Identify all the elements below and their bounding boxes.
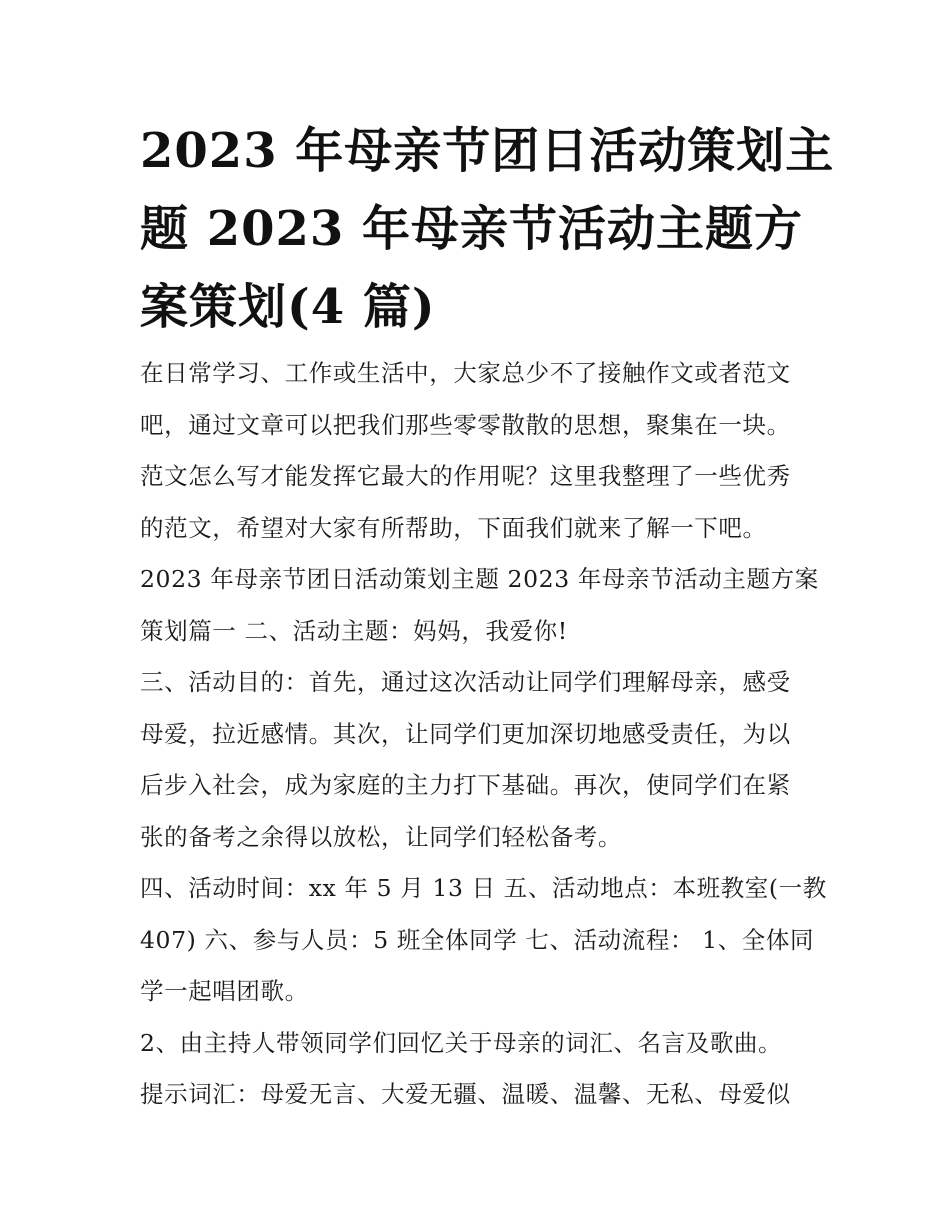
body-line: 后步入社会，成为家庭的主力打下基础。再次，使同学们在紧 [140,771,791,799]
body-line: 母爱，拉近感情。其次，让同学们更加深切地感受责任，为以 [140,719,791,748]
body-line: 三、活动目的：首先，通过这次活动让同学们理解母亲，感受 [140,668,791,696]
document-title [140,112,835,346]
body-line: 范文怎么写才能发挥它最大的作用呢？这里我整理了一些优秀 [140,462,791,490]
body-line: 2023 年母亲节团日活动策划主题 2023 年母亲节活动主题方案 [140,565,819,593]
body-line: 策划篇一 二、活动主题：妈妈，我爱你! [140,616,568,645]
body-line: 407) 六、参与人员：5 班全体同学 七、活动流程： 1、全体同 [140,925,815,954]
body-line: 吧，通过文章可以把我们那些零零散散的思想，聚集在一块。 [140,410,791,439]
title-line: 2023 年母亲节团日活动策划主 [140,123,835,179]
title-line: 案策划(4 篇) [140,279,436,335]
body-line: 四、活动时间：xx 年 5 月 13 日 五、活动地点：本班教室(一教 [140,874,827,902]
body-line: 在日常学习、工作或生活中，大家总少不了接触作文或者范文 [140,359,791,387]
body-line: 的范文，希望对大家有所帮助，下面我们就来了解一下吧。 [140,513,767,542]
body-line: 张的备考之余得以放松，让同学们轻松备考。 [140,822,622,851]
title-line: 题 2023 年母亲节活动主题方 [140,201,804,257]
body-line: 学一起唱团歌。 [140,977,309,1005]
document-body [140,348,827,1121]
body-line: 2、由主持人带领同学们回忆关于母亲的词汇、名言及歌曲。 [140,1028,783,1057]
body-line: 提示词汇：母爱无言、大爱无疆、温暖、温馨、无私、母爱似 [140,1080,791,1108]
